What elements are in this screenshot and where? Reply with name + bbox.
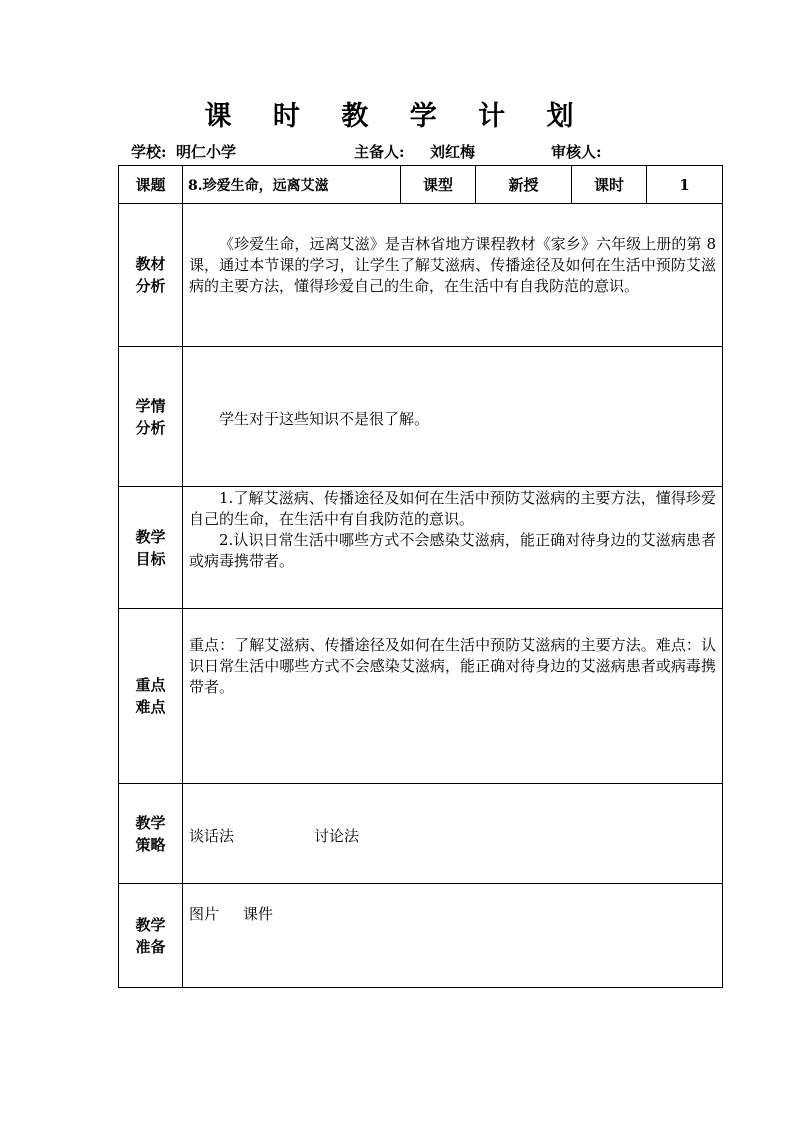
objectives-label-line1: 教学: [135, 527, 166, 546]
objectives-label-line2: 目标: [135, 549, 166, 568]
strategy-label-line1: 教学: [135, 813, 166, 832]
type-value: 新授: [476, 166, 572, 204]
material-cell: [183, 204, 723, 347]
students-label-line1: 学情: [135, 396, 166, 415]
preparation-item-1: 图片: [189, 905, 220, 923]
hours-label: 课时: [572, 166, 647, 204]
material-text: 《珍爱生命，远离艾滋》是吉林省地方课程教材《家乡》六年级上册的第 8 课，通过本节课的学习，让学生了解艾滋病、传播途径及如何在生活中预防艾滋病的主要方法，懂得珍爱自己的生命，在生活中有自我防范的意识。: [189, 235, 716, 295]
objectives-label: [119, 487, 183, 609]
preparation-cell: [183, 884, 723, 988]
objective-item-2: 2.认识日常生活中哪些方式不会感染艾滋病，能正确对待身边的艾滋病患者或病毒携带者。: [189, 531, 716, 570]
page-title: 课 时 教 学 计 划: [204, 101, 590, 132]
preparation-label: [119, 884, 183, 988]
preparation-label-line1: 教学: [135, 915, 166, 934]
material-row: [119, 204, 723, 347]
objectives-row: [119, 487, 723, 609]
strategy-cell: [183, 784, 723, 884]
students-text: 学生对于这些知识不是很了解。: [219, 410, 430, 428]
strategy-method-1: 谈话法: [189, 827, 235, 845]
school-label: 学校:: [131, 143, 167, 161]
strategy-method-2: 讨论法: [314, 827, 360, 845]
header-row: [119, 166, 723, 204]
strategy-label: [119, 784, 183, 884]
type-label: 课型: [401, 166, 476, 204]
topic-label: 课题: [119, 166, 183, 204]
strategy-row: [119, 784, 723, 884]
objectives-cell: [183, 487, 723, 609]
hours-value: 1: [647, 166, 723, 204]
key-points-label-line2: 难点: [135, 698, 166, 716]
objective-item-1: 1.了解艾滋病、传播途径及如何在生活中预防艾滋病的主要方法，懂得珍爱自己的生命，在生活中有自我防范的意识。: [189, 489, 716, 528]
preparation-item-2: 课件: [243, 905, 274, 923]
students-row: [119, 347, 723, 487]
material-label-line1: 教材: [135, 255, 166, 273]
material-label: [119, 204, 183, 347]
key-points-label: [119, 609, 183, 784]
strategy-label-line2: 策略: [135, 835, 166, 854]
preparer-label: 主备人:: [354, 143, 405, 161]
students-label: [119, 347, 183, 487]
students-label-line2: 分析: [135, 418, 166, 437]
material-label-line2: 分析: [135, 277, 166, 295]
key-points-row: [119, 609, 723, 784]
lesson-plan-table: [118, 165, 723, 988]
key-points-cell: [183, 609, 723, 784]
preparation-row: [119, 884, 723, 988]
reviewer-label: 审核人:: [551, 143, 602, 161]
preparer-value: 刘红梅: [430, 143, 476, 161]
school-value: 明仁小学: [176, 143, 237, 161]
key-points-label-line1: 重点: [135, 676, 166, 694]
topic-value: 8.珍爱生命，远离艾滋: [183, 166, 401, 204]
key-points-text: 重点：了解艾滋病、传播途径及如何在生活中预防艾滋病的主要方法。难点：认识日常生活中哪些方式不会感染艾滋病，能正确对待身边的艾滋病患者或病毒携带者。: [189, 636, 716, 696]
preparation-label-line2: 准备: [135, 937, 166, 956]
students-cell: [183, 347, 723, 487]
